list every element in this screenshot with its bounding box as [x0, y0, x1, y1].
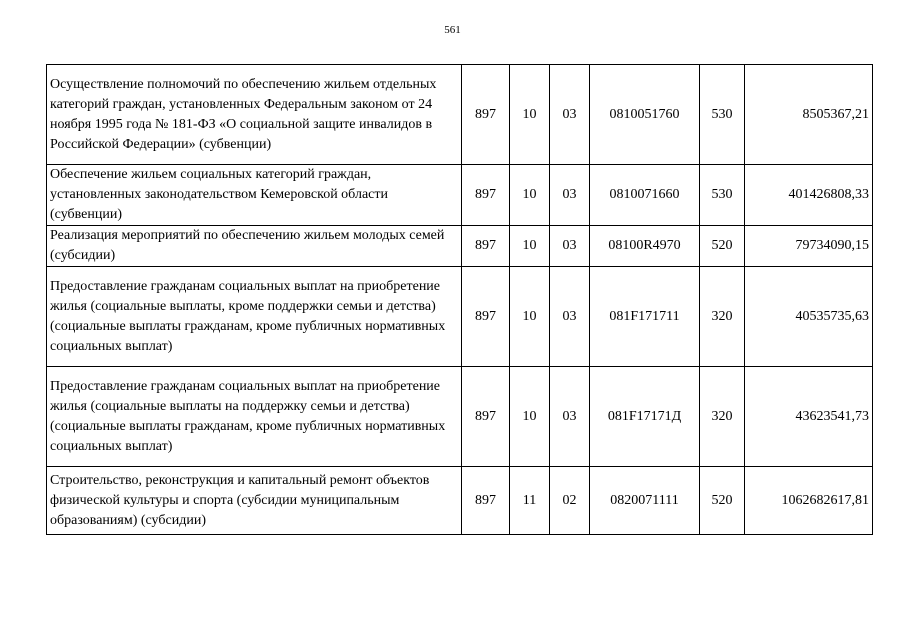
row-amount: 79734090,15: [745, 226, 873, 267]
row-subsection-code: 03: [550, 65, 590, 165]
row-section-code: 11: [510, 467, 550, 535]
row-expense-type: 320: [700, 267, 745, 367]
row-ministry-code: 897: [462, 367, 510, 467]
row-section-code: 10: [510, 165, 550, 226]
row-target-code: 081F17171Д: [590, 367, 700, 467]
row-amount: 401426808,33: [745, 165, 873, 226]
row-expense-type: 530: [700, 65, 745, 165]
row-target-code: 0820071111: [590, 467, 700, 535]
row-ministry-code: 897: [462, 165, 510, 226]
row-expense-type: 530: [700, 165, 745, 226]
row-ministry-code: 897: [462, 226, 510, 267]
row-target-code: 0810051760: [590, 65, 700, 165]
page-number: 561: [444, 24, 461, 36]
row-amount: 8505367,21: [745, 65, 873, 165]
row-subsection-code: 03: [550, 267, 590, 367]
table-row: [47, 367, 873, 467]
row-target-code: 081F171711: [590, 267, 700, 367]
row-expense-type: 320: [700, 367, 745, 467]
table-row: [47, 165, 873, 226]
row-description: Реализация мероприятий по обеспечению жильем молодых семей (субсидии): [47, 226, 462, 267]
row-subsection-code: 02: [550, 467, 590, 535]
row-section-code: 10: [510, 267, 550, 367]
row-section-code: 10: [510, 226, 550, 267]
budget-table: [46, 64, 873, 535]
row-subsection-code: 03: [550, 367, 590, 467]
row-subsection-code: 03: [550, 165, 590, 226]
row-ministry-code: 897: [462, 267, 510, 367]
row-description: Обеспечение жильем социальных категорий граждан, установленных законодательством Кемеровской области (субвенции): [47, 165, 462, 226]
table-row: [47, 267, 873, 367]
row-amount: 40535735,63: [745, 267, 873, 367]
row-amount: 1062682617,81: [745, 467, 873, 535]
row-target-code: 08100R4970: [590, 226, 700, 267]
table-row: [47, 467, 873, 535]
row-target-code: 0810071660: [590, 165, 700, 226]
row-amount: 43623541,73: [745, 367, 873, 467]
row-description: Строительство, реконструкция и капитальный ремонт объектов физической культуры и спорта (субсидии муниципальным образованиям) (субсидии): [47, 467, 462, 535]
row-expense-type: 520: [700, 467, 745, 535]
row-description: Предоставление гражданам социальных выплат на приобретение жилья (социальные выплаты, кроме поддержки семьи и детства) (социальные выплаты гражданам, кроме публичных нормативных социальных выплат): [47, 267, 462, 367]
row-expense-type: 520: [700, 226, 745, 267]
table-row: [47, 65, 873, 165]
row-section-code: 10: [510, 367, 550, 467]
table-row: [47, 226, 873, 267]
row-section-code: 10: [510, 65, 550, 165]
row-description: Осуществление полномочий по обеспечению жильем отдельных категорий граждан, установленных Федеральным законом от 24 ноября 1995 года № 181-ФЗ «О социальной защите инвалидов в Российской Федерации» (субвенции): [47, 65, 462, 165]
row-ministry-code: 897: [462, 467, 510, 535]
row-description: Предоставление гражданам социальных выплат на приобретение жилья (социальные выплаты на поддержку семьи и детства) (социальные выплаты гражданам, кроме публичных нормативных социальных выплат): [47, 367, 462, 467]
row-ministry-code: 897: [462, 65, 510, 165]
row-subsection-code: 03: [550, 226, 590, 267]
